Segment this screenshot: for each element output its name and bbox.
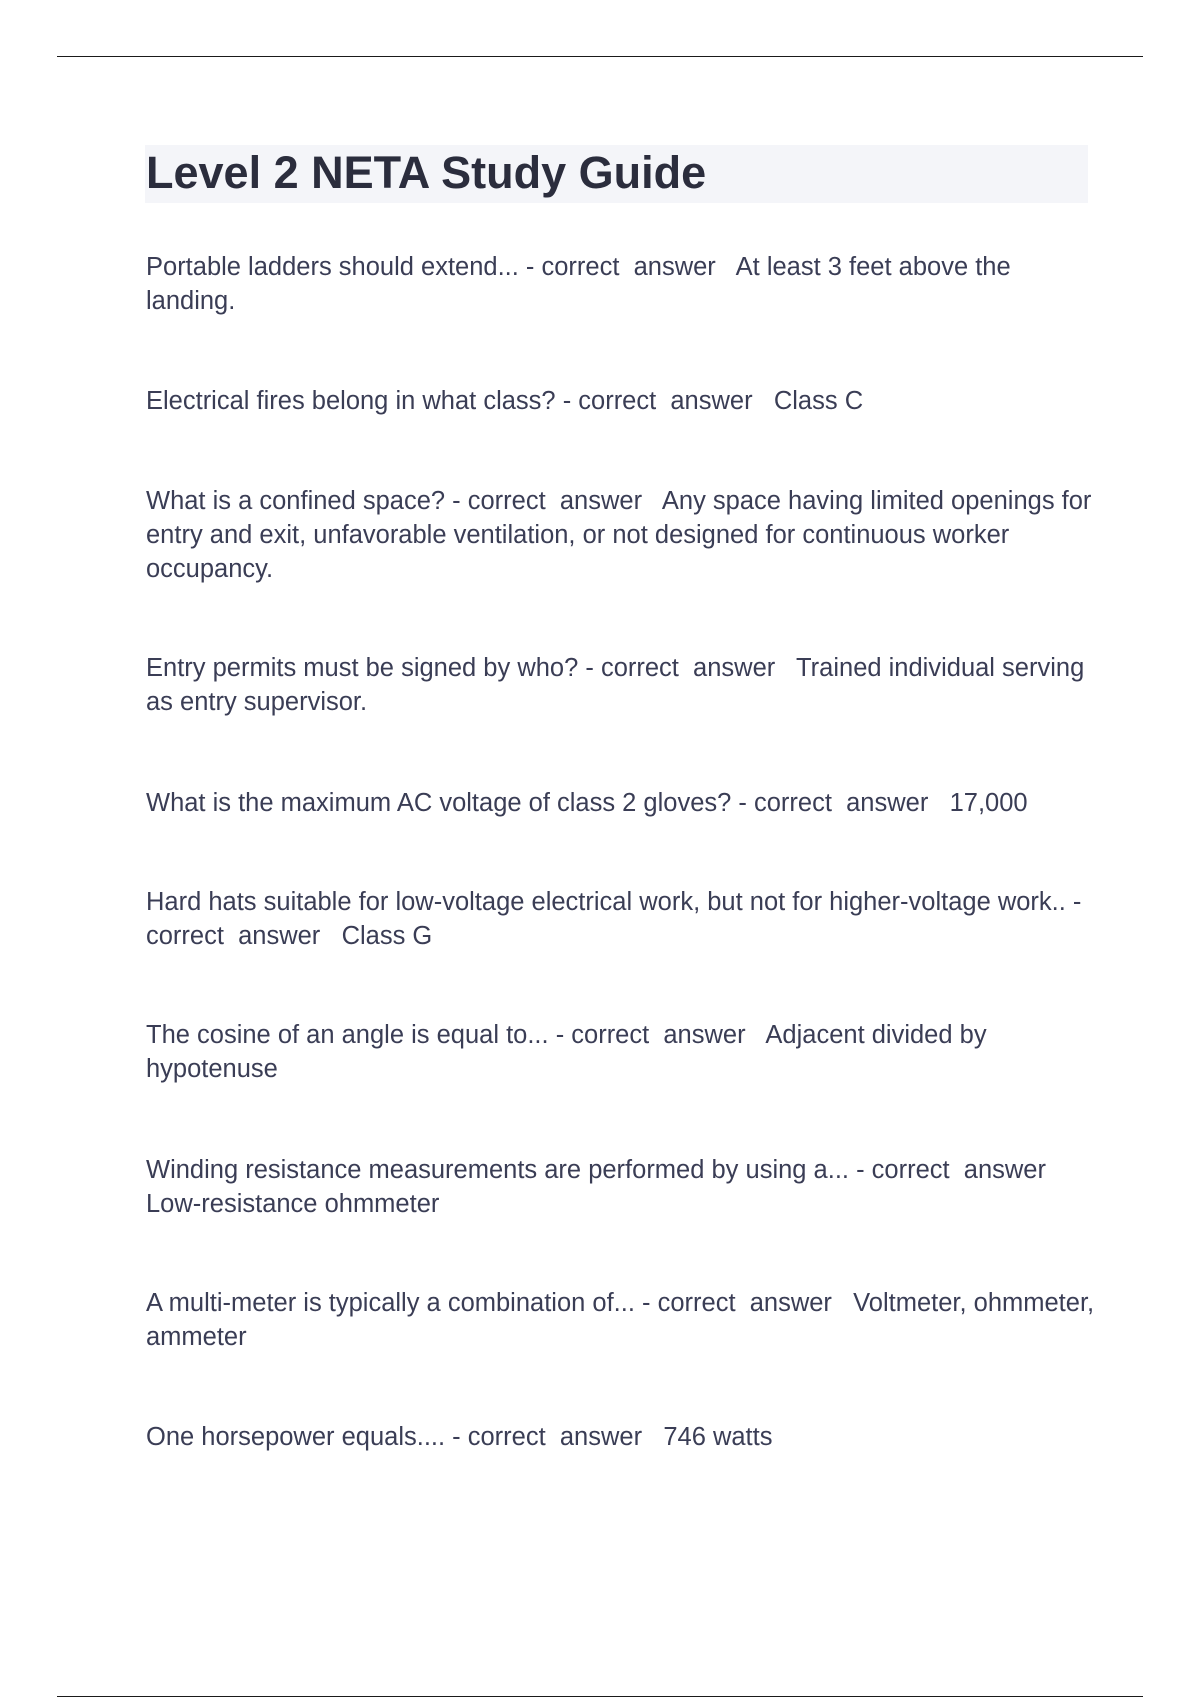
page-title: Level 2 NETA Study Guide bbox=[146, 147, 707, 198]
answer-separator: - correct answer bbox=[634, 1289, 854, 1317]
bottom-rule bbox=[57, 1696, 1143, 1697]
question-text: A multi-meter is typically a combination of... bbox=[146, 1289, 635, 1317]
answer-text: Class G bbox=[341, 922, 433, 950]
question-text: Portable ladders should extend... bbox=[146, 253, 519, 281]
question-text: Winding resistance measurements are performed by using a... bbox=[146, 1156, 849, 1184]
answer-separator: - correct answer bbox=[731, 789, 950, 817]
answer-text: Class C bbox=[773, 387, 864, 415]
answer-separator: - correct answer bbox=[146, 888, 1089, 950]
question-text: What is a confined space? bbox=[146, 487, 446, 515]
answer-text: At least 3 feet above the landing. bbox=[146, 253, 1018, 315]
qa-item bbox=[146, 1420, 1096, 1454]
question-text: One horsepower equals.... bbox=[146, 1423, 446, 1451]
top-rule bbox=[57, 56, 1143, 57]
qa-item bbox=[146, 1153, 1096, 1221]
question-text: Electrical fires belong in what class? bbox=[146, 387, 556, 415]
answer-text: Any space having limited openings for entry and exit, unfavorable ventilation, or not designed for continuous worker occupancy. bbox=[146, 487, 1099, 583]
qa-item bbox=[146, 651, 1096, 719]
qa-item bbox=[146, 250, 1096, 318]
question-text: What is the maximum AC voltage of class 2 gloves? bbox=[146, 789, 732, 817]
answer-text: Low-resistance ohmmeter bbox=[146, 1190, 440, 1218]
answer-separator: - correct answer bbox=[518, 253, 736, 281]
answer-text: Trained individual serving as entry supervisor. bbox=[146, 654, 1092, 716]
qa-item bbox=[146, 1286, 1102, 1354]
qa-item bbox=[146, 1018, 1096, 1086]
answer-separator: - correct answer bbox=[555, 387, 774, 415]
answer-separator: - correct answer bbox=[849, 1156, 1068, 1184]
qa-item bbox=[146, 885, 1096, 953]
answer-text: 17,000 bbox=[949, 789, 1028, 817]
question-text: Entry permits must be signed by who? bbox=[146, 654, 579, 682]
answer-text: Adjacent divided by hypotenuse bbox=[146, 1021, 994, 1083]
question-text: The cosine of an angle is equal to... bbox=[146, 1021, 549, 1049]
qa-item bbox=[146, 484, 1099, 586]
answer-separator: - correct answer bbox=[548, 1021, 766, 1049]
qa-item bbox=[146, 786, 1096, 820]
answer-separator: - correct answer bbox=[445, 487, 662, 515]
answer-text: Voltmeter, ohmmeter, ammeter bbox=[146, 1289, 1102, 1351]
question-text: Hard hats suitable for low-voltage electrical work, but not for higher-voltage work.. bbox=[146, 888, 1066, 916]
answer-separator: - correct answer bbox=[445, 1423, 664, 1451]
answer-separator: - correct answer bbox=[578, 654, 797, 682]
qa-item bbox=[146, 384, 1096, 418]
answer-text: 746 watts bbox=[663, 1423, 773, 1451]
